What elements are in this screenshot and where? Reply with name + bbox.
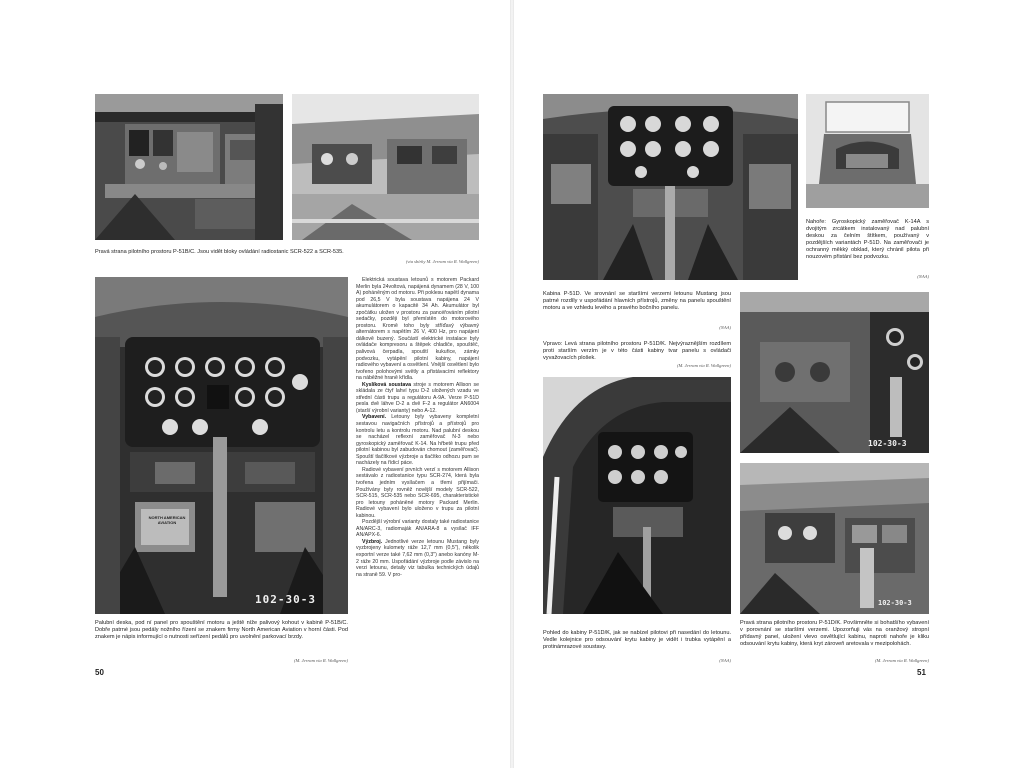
photo-right-side-p51dk-image xyxy=(740,463,929,614)
photo-right-cockpit-side xyxy=(292,94,479,240)
photo-main-instrument-panel-image xyxy=(95,277,348,614)
body-paragraph: Výzbroj. Jednotlivé verze letounu Mustang byly vyzbrojeny kulomety ráže 12,7 mm (0,5"), několik exportní verze také 7,62 mm (0,3") anebo kanóny M-2 ráže 20 mm. Uspořádání výzbroje podle závislo na verzi letounu, detaily viz tabulka technických údajů na straně 59. V pro- xyxy=(356,538,479,578)
caption-photo-radio: Pravá strana pilotního prostoru P-51B/C. Jsou vidět bloky ovládání radiostanic SCR-522 a SCR-535. xyxy=(95,249,344,255)
photo-left-side-p51dk-image xyxy=(740,292,929,453)
body-paragraph: Elektrická soustava letounů s motorem Packard Merlin byla 24voltová, napájená dynamem (28 V, 100 A) poháněným od motoru. Při poklesu napětí dynama pod 26,5 V byla soustava napájena 24 V akumulátorem o kapacitě 34 Ah. Akumulátor byl zpočátku uložen v prostoru za pancéřováním pilotní sedačky, později byl přemístěn do motorového prostoru. Kromě toho byly stříďavý výbavný alternátorem s napětím 26 V, 400 Hz, pro napájení dálkově buzený. Součástí elektrické instalace byly ovládače kompresoru a štěpek chladiče, spouštěč, palivová čerpadla, spouští kukuřice, zámky podvozku, vytápění pilotní kabiny, napájení radiového vybavení a osvětlení. Vnější osvětlení bylo tvořeno polohovými světly a přistávacími reflektory na náběžné hraně křídla. xyxy=(356,277,479,382)
photo-radio-controls-image xyxy=(95,94,283,240)
photo-left-side-p51dk xyxy=(740,292,929,453)
caption-right-side: Pravá strana pilotního prostoru P-51D/K. Povšimněte si bohatšího vybavení v porovnání se staršími verzemi. Upozorňuji vás na oranžový stropní přídavný panel, uložení vlevo osvětlující kabinu, naproti nahoře je kliku odsouvání krytu kabiny, která kryt zároveň aretovala v mezipolohách. xyxy=(740,620,929,648)
credit-p51d-cockpit: (NAA) xyxy=(719,325,731,330)
photo-radio-controls xyxy=(95,94,283,240)
photo-serial-right-mid: 102-30-3 xyxy=(868,439,907,448)
caption-p51d-cockpit: Kabina P-51D. Ve srovnání se staršími verzemi letounu Mustang jsou patrné rozdíly v uspořádání hlavních přístrojů, změny na panelu spouštění motoru a ve vzhledu levého a pravého bočního panelu. xyxy=(543,291,731,312)
credit-left-side: (M. Jerram via R. Wallgreen) xyxy=(676,363,731,368)
photo-serial-main: 102-30-3 xyxy=(255,593,316,606)
photo-serial-right-bottom: 102-30-3 xyxy=(878,599,912,607)
caption-cockpit-entry: Pohled do kabiny P-51D/K, jak se nabízel pilotovi při nasedání do letounu. Vedle kolejnice pro odsouvání krytu kabiny je vidět i trubka vytápění a protinámrazové soustavy. xyxy=(543,630,731,651)
page-number-right: 51 xyxy=(917,668,926,677)
photo-right-cockpit-side-image xyxy=(292,94,479,240)
credit-main-panel: (M. Jerram via R. Wallgreen) xyxy=(293,658,348,663)
caption-main-panel: Palubní deska, pod ní panel pro spouštění motoru a ještě níže palivový kohout v kabině P-51B/C. Dobře patrné jsou pedály nožního řízení se znakem firmy North American Aviation v horní části. Pod znakem je nápis informující o nutnosti seřízení pedálů pro uvolnění parkovací brzdy. xyxy=(95,620,348,641)
body-paragraph: Radiové vybavení prvních verzí s motorem Allison sestávalo z radiostanice typu SCR-274, která byla tvořena jedním vysílačem a třemi přijímači. Používány byly rovněž novější modely SCR-522, SCR-515, SCR-535 nebo SCR-695, charakteristické pro letouny poháněné motory Packard Merlin. Radiové vybavení bylo uloženo v trupu za pilotní kabinou. xyxy=(356,466,479,519)
photo-main-instrument-panel xyxy=(95,277,348,614)
placard-naa: NORTH AMERICAN AVIATION xyxy=(148,515,186,525)
body-paragraph: Vybavení. Letouny byly vybaveny kompletní sestavou navigačních přístrojů a přístrojů pro kontrolu letu a kontrolu motoru. Nad palubní deskou se nacházel reflexní zaměřovač N-3 nebo gyroskopický zaměřovač K-14. Na hřbetě trupu před pilotní kabinou byl zabudován chomout (zaměřovač). Spouští tlačítkové výzbroje a tlačítko odhozu pum se nacházely na řídicí páce. xyxy=(356,414,479,467)
photo-cockpit-entry-view xyxy=(543,377,731,614)
page-number-left: 50 xyxy=(95,668,104,677)
photo-k14a-gunsight-image xyxy=(806,94,929,208)
credit-cockpit-entry: (NAA) xyxy=(719,658,731,663)
photo-right-side-p51dk xyxy=(740,463,929,614)
photo-p51d-cockpit xyxy=(543,94,798,280)
photo-k14a-gunsight xyxy=(806,94,929,208)
body-text-column xyxy=(356,277,479,578)
photo-cockpit-entry-view-image xyxy=(543,377,731,614)
credit-right-side: (M. Jerram via R. Wallgreen) xyxy=(874,658,929,663)
caption-left-side: Vpravo: Levá strana pilotního prostoru P-51D/K. Nejvýraznějším rozdílem proti starším verzím je v této části kabiny tvar panelu s ovládači vyvažovacích plošek. xyxy=(543,341,731,362)
photo-p51d-cockpit-image xyxy=(543,94,798,280)
credit-photo-radio: (via sbírky M. Jerram via R. Wallgreen) xyxy=(405,259,479,264)
body-paragraph: Pozdější výrobní varianty dostaly také radiostanice AN/ARC-3, radiomaják AN/ARA-8 a vysílač IFF AN/APX-6. xyxy=(356,519,479,539)
credit-gunsight: (NAA) xyxy=(917,274,929,279)
caption-gunsight: Nahoře: Gyroskopický zaměřovač K-14A s dvojitým zrcátkem instalovaný nad palubní deskou za čelním štítkem, používaný v pozdějších variantách P-51D. Na zaměřovači je ochranný měkký obklad, který chránil pilota při nouzovém přistání bez podvozku. xyxy=(806,219,929,261)
body-paragraph: Kyslíková soustava stroje s motorem Allison se skládala ze čtyř lahví typu D-2 uložených vzadu ve střední části trupu a regulátoru A-9A. Verze P-51D pesla dvě láhve D-2 a dvě F-2 a regulátor AN6004 (starší výrobní varianty) nebo A-12. xyxy=(356,381,479,414)
